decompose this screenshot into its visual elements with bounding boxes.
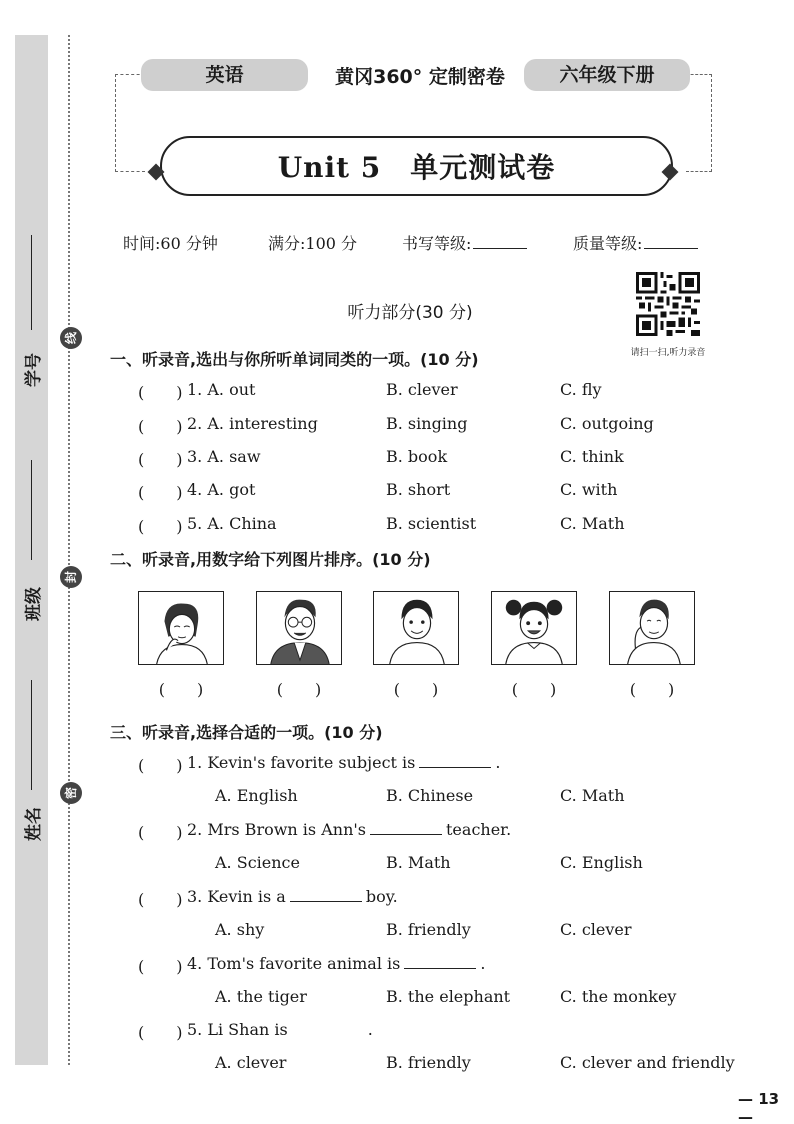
answer-paren[interactable]: ( ): [138, 756, 183, 775]
picture-order-paren[interactable]: ( ): [511, 680, 557, 699]
picture-order-paren[interactable]: ( ): [158, 680, 204, 699]
option-a: 2. A. interesting: [187, 414, 318, 433]
picture-5: [609, 591, 695, 665]
answer-paren[interactable]: ( ): [138, 957, 183, 976]
stem-text: 4. Tom's favorite animal is: [187, 954, 401, 973]
boy-shy-icon: [610, 592, 694, 664]
answer-paren[interactable]: ( ): [138, 383, 183, 402]
option-b: B. scientist: [386, 514, 477, 533]
section3-title: 三、听录音,选择合适的一项。(10 分): [110, 723, 383, 742]
option-c: C. clever: [560, 920, 632, 939]
full-score-info: 满分:100 分: [268, 234, 358, 253]
option-c: C. outgoing: [560, 414, 654, 433]
class-label: 班级: [24, 587, 44, 621]
answer-blank: [290, 888, 362, 902]
answer-paren[interactable]: ( ): [138, 517, 183, 536]
option-a: 1. A. out: [187, 380, 256, 399]
picture-3: [373, 591, 459, 665]
man-with-glasses-icon: [257, 592, 341, 664]
section2-title: 二、听录音,用数字给下列图片排序。(10 分): [110, 550, 431, 569]
question-stem: [187, 820, 511, 839]
listening-part-title: 听力部分(30 分): [347, 303, 473, 323]
option-a: 3. A. saw: [187, 447, 261, 466]
option-c: C. the monkey: [560, 987, 677, 1006]
question-stem: [187, 887, 398, 906]
qr-caption: 请扫一扫,听力录音: [630, 348, 706, 358]
stem-end: teacher.: [446, 820, 512, 839]
question-stem: [187, 954, 485, 973]
option-c: C. Math: [560, 514, 625, 533]
class-line: [31, 460, 32, 560]
line-mark: 线: [60, 327, 82, 349]
answer-paren[interactable]: ( ): [138, 417, 183, 436]
picture-4: [491, 591, 577, 665]
option-a: 4. A. got: [187, 480, 256, 499]
option-c: C. fly: [560, 380, 602, 399]
answer-blank: [419, 754, 491, 768]
option-b: B. Math: [386, 853, 451, 872]
brand-text: 黄冈360° 定制密卷: [335, 66, 505, 88]
option-c: C. English: [560, 853, 643, 872]
page-title: Unit 5 单元测试卷: [277, 151, 556, 184]
stem-end: boy.: [365, 887, 398, 906]
name-label: 姓名: [24, 807, 44, 841]
option-b: B. friendly: [386, 1053, 471, 1072]
section1-title: 一、听录音,选出与你所听单词同类的一项。(10 分): [110, 350, 479, 369]
answer-blank: [292, 1021, 364, 1035]
stem-text: 3. Kevin is a: [187, 887, 286, 906]
answer-paren[interactable]: ( ): [138, 450, 183, 469]
picture-order-paren[interactable]: ( ): [629, 680, 675, 699]
stem-text: 5. Li Shan is: [187, 1020, 288, 1039]
quality-grade-blank: [644, 248, 698, 249]
picture-order-paren[interactable]: ( ): [276, 680, 322, 699]
option-b: B. friendly: [386, 920, 471, 939]
cut-line: [68, 35, 70, 1065]
question-stem: [187, 753, 500, 772]
picture-2: [256, 591, 342, 665]
student-id-label: 学号: [24, 353, 44, 387]
answer-blank: [370, 821, 442, 835]
option-b: B. clever: [386, 380, 458, 399]
option-b: B. book: [386, 447, 448, 466]
writing-grade-label: 书写等级:: [402, 234, 472, 253]
option-c: C. with: [560, 480, 618, 499]
option-c: C. clever and friendly: [560, 1053, 735, 1072]
stem-end: .: [480, 954, 486, 973]
header-dash-left: [115, 74, 145, 172]
option-b: B. Chinese: [386, 786, 474, 805]
option-c: C. Math: [560, 786, 625, 805]
answer-paren[interactable]: ( ): [138, 823, 183, 842]
secret-mark: 密: [60, 782, 82, 804]
girl-with-pigtails-icon: [492, 592, 576, 664]
stem-text: 2. Mrs Brown is Ann's: [187, 820, 366, 839]
writing-grade-info: [402, 231, 527, 254]
time-info: 时间:60 分钟: [123, 234, 218, 253]
option-b: B. short: [386, 480, 451, 499]
option-c: C. think: [560, 447, 624, 466]
stem-end: .: [367, 1020, 373, 1039]
option-a: A. clever: [215, 1053, 287, 1072]
option-a: A. shy: [215, 920, 265, 939]
stem-text: 1. Kevin's favorite subject is: [187, 753, 416, 772]
stem-end: .: [495, 753, 501, 772]
option-b: B. singing: [386, 414, 468, 433]
option-a: A. Science: [215, 853, 300, 872]
page-number: — 13 —: [738, 1090, 780, 1124]
question-stem: [187, 1020, 373, 1039]
grade-pill: 六年级下册: [524, 59, 690, 91]
girl-thinking-icon: [139, 592, 223, 664]
header-dash-right: [686, 74, 712, 172]
writing-grade-blank: [473, 248, 527, 249]
picture-1: [138, 591, 224, 665]
boy-smiling-icon: [374, 592, 458, 664]
option-a: A. the tiger: [215, 987, 307, 1006]
answer-paren[interactable]: ( ): [138, 890, 183, 909]
student-id-line: [31, 235, 32, 330]
answer-blank: [404, 955, 476, 969]
quality-grade-info: [573, 231, 698, 254]
option-a: 5. A. China: [187, 514, 277, 533]
qr-code-icon[interactable]: [636, 272, 700, 336]
option-a: A. English: [215, 786, 298, 805]
subject-pill: 英语: [141, 59, 308, 91]
answer-paren[interactable]: ( ): [138, 1023, 183, 1042]
quality-grade-label: 质量等级:: [573, 234, 643, 253]
seal-mark: 封: [60, 566, 82, 588]
picture-order-paren[interactable]: ( ): [393, 680, 439, 699]
answer-paren[interactable]: ( ): [138, 483, 183, 502]
name-line: [31, 680, 32, 790]
option-b: B. the elephant: [386, 987, 511, 1006]
